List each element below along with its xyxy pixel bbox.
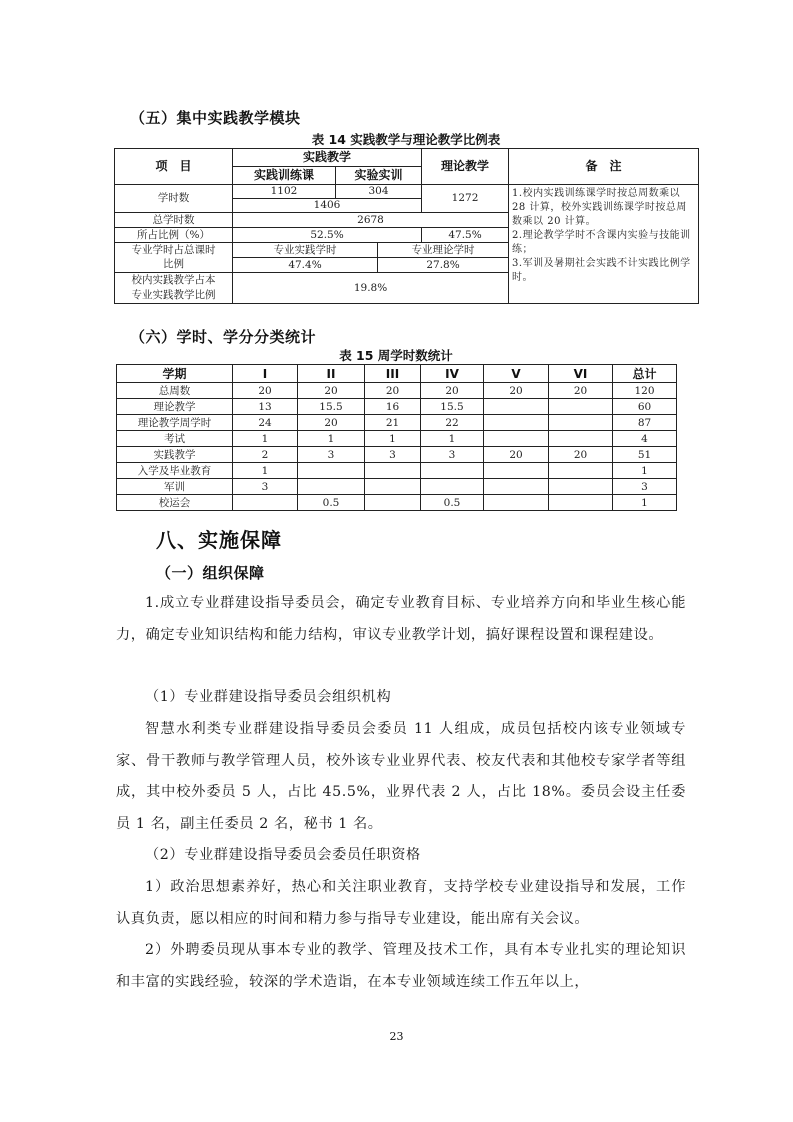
- table14-practice-theory-ratio: [114, 148, 699, 304]
- table15-cell: [484, 431, 549, 447]
- table15-row: [117, 479, 677, 495]
- table15-caption: 表 15 周学时数统计: [339, 348, 453, 363]
- table15-row-label: 考试: [117, 431, 233, 447]
- table15-header-cell: IV: [421, 365, 484, 383]
- table14-oncampus-label-line2: 专业实践教学比例: [131, 289, 216, 301]
- table15-row-label: 理论教学: [117, 399, 233, 415]
- table15-row: [117, 431, 677, 447]
- table15-cell: [484, 463, 549, 479]
- table15-cell: [549, 463, 613, 479]
- table15-cell: [484, 495, 549, 511]
- table14-oncampus-ratio: 19.8%: [233, 273, 509, 304]
- table14-header-theory: 理论教学: [422, 149, 509, 185]
- table15-cell: [298, 479, 365, 495]
- table14-caption: 表 14 实践教学与理论教学比例表: [311, 132, 501, 147]
- subsection-heading-organization: （一）组织保障: [156, 564, 265, 582]
- table15-header-cell: VI: [549, 365, 613, 383]
- table14-major-theory-ratio: 27.8%: [378, 258, 509, 273]
- table15-cell: 1: [613, 463, 677, 479]
- table14-oncampus-label: [115, 273, 233, 304]
- table15-cell: [233, 495, 298, 511]
- table15-header-cell: V: [484, 365, 549, 383]
- table14-practice-total-hours: 1406: [233, 199, 422, 213]
- table15-cell: 87: [613, 415, 677, 431]
- table15-cell: 1: [298, 431, 365, 447]
- table14-theory-hours: 1272: [422, 185, 509, 213]
- table14-major-practice-label: 专业实践学时: [233, 243, 378, 258]
- section-heading-5: （五）集中实践教学模块: [130, 109, 301, 127]
- table15-row-label: 理论教学周学时: [117, 415, 233, 431]
- table15-row: [117, 399, 677, 415]
- section-heading-6: （六）学时、学分分类统计: [130, 328, 317, 346]
- table15-cell: 51: [613, 447, 677, 463]
- table15-cell: [549, 399, 613, 415]
- table14-header-practice-training: 实践训练课: [233, 167, 336, 185]
- table15-cell: 20: [233, 383, 298, 399]
- page-number: 23: [389, 1030, 404, 1043]
- table15-cell: 20: [484, 383, 549, 399]
- table15-header-cell: III: [365, 365, 421, 383]
- table15-cell: 1: [613, 495, 677, 511]
- table15-cell: 120: [613, 383, 677, 399]
- table14-major-ratio-label-2: 比例: [115, 258, 233, 273]
- table15-cell: 3: [233, 479, 298, 495]
- table15-row-label: 入学及毕业教育: [117, 463, 233, 479]
- table15-cell: 13: [233, 399, 298, 415]
- table15-cell: 20: [549, 383, 613, 399]
- table15-cell: 3: [421, 447, 484, 463]
- table14-header-practice: 实践教学: [233, 149, 422, 167]
- table15-cell: 16: [365, 399, 421, 415]
- table15-cell: 3: [298, 447, 365, 463]
- table15-row-label: 总周数: [117, 383, 233, 399]
- table15-cell: [298, 463, 365, 479]
- table15-cell: 3: [613, 479, 677, 495]
- table15-cell: 20: [421, 383, 484, 399]
- table15-cell: 1: [233, 431, 298, 447]
- table14-total-label: 总学时数: [115, 213, 233, 228]
- paragraph-1: 1.成立专业群建设指导委员会，确定专业教育目标、专业培养方向和毕业生核心能力，确定专业知识结构和能力结构，审议专业教学计划，搞好课程设置和课程建设。: [116, 595, 686, 643]
- table15-header-cell: 学期: [117, 365, 233, 383]
- table15-cell: 15.5: [421, 399, 484, 415]
- table15-row-label: 实践教学: [117, 447, 233, 463]
- table14-major-theory-label: 专业理论学时: [378, 243, 509, 258]
- table15-cell: 2: [233, 447, 298, 463]
- table14-theory-ratio: 47.5%: [422, 228, 509, 243]
- table15-header-cell: I: [233, 365, 298, 383]
- table14-header-remark: 备 注: [509, 149, 699, 185]
- table15-cell: [549, 431, 613, 447]
- table15-cell: 20: [484, 447, 549, 463]
- table15-cell: 1: [233, 463, 298, 479]
- table15-cell: [365, 495, 421, 511]
- table15-weekly-hours: [116, 364, 677, 511]
- table14-hours-label: 学时数: [115, 185, 233, 213]
- table15-cell: 0.5: [298, 495, 365, 511]
- chapter-heading-8: 八、实施保障: [156, 528, 282, 552]
- table15-row-label: 校运会: [117, 495, 233, 511]
- table14-remark-text: 1.校内实践训练课学时按总周数乘以 28 计算，校外实践训练课学时按总周数乘以 20 计算。 2.理论教学学时不含课内实验与技能训练； 3.军训及暑期社会实践不计实践比例学时。: [509, 185, 699, 304]
- table15-header-cell: II: [298, 365, 365, 383]
- table15-body: [117, 383, 677, 511]
- table15-cell: [365, 463, 421, 479]
- table15-cell: [484, 479, 549, 495]
- paragraph-6: 2）外聘委员现从事本专业的教学、管理及技术工作，具有本专业扎实的理论知识和丰富的实践经验，较深的学术造诣，在本专业领域连续工作五年以上，: [116, 942, 686, 990]
- paragraph-2: （1）专业群建设指导委员会组织机构: [145, 689, 392, 705]
- table15-header-row: [117, 365, 677, 383]
- table15-cell: 15.5: [298, 399, 365, 415]
- table15-cell: 60: [613, 399, 677, 415]
- table15-cell: 20: [549, 447, 613, 463]
- table14-major-practice-ratio: 47.4%: [233, 258, 378, 273]
- table15-cell: [484, 415, 549, 431]
- table14-oncampus-label-line1: 校内实践教学占本: [131, 274, 216, 286]
- table15-cell: 4: [613, 431, 677, 447]
- table15-row: [117, 447, 677, 463]
- table14-lab-training-hours: 304: [336, 185, 422, 199]
- table15-row: [117, 495, 677, 511]
- table15-cell: 1: [421, 431, 484, 447]
- table14-practice-training-hours: 1102: [233, 185, 336, 199]
- paragraph-3: 智慧水利类专业群建设指导委员会委员 11 人组成，成员包括校内该专业领域专家、骨干教师与教学管理人员，校外该专业业界代表、校友代表和其他校专家学者等组成，其中校外委员 5 人，占比 45.5%，业界代表 2 人，占比 18%。委员会设主任委员 1 名，副主任委员 2 名，秘书 1 名。: [116, 721, 686, 832]
- paragraph-4: （2）专业群建设指导委员会委员任职资格: [145, 847, 421, 863]
- table15-row: [117, 463, 677, 479]
- table15-cell: 1: [365, 431, 421, 447]
- table15-header-cell: 总计: [613, 365, 677, 383]
- table15-cell: 22: [421, 415, 484, 431]
- table15-cell: 21: [365, 415, 421, 431]
- table15-cell: [549, 495, 613, 511]
- table15-row-label: 军训: [117, 479, 233, 495]
- table15-cell: [421, 479, 484, 495]
- table14-total-hours: 2678: [233, 213, 509, 228]
- table14-ratio-label: 所占比例（%）: [115, 228, 233, 243]
- table15-cell: 20: [365, 383, 421, 399]
- table15-row: [117, 383, 677, 399]
- table15-cell: [549, 415, 613, 431]
- table14-header-lab-training: 实验实训: [336, 167, 422, 185]
- table14-practice-ratio: 52.5%: [233, 228, 422, 243]
- table14-major-ratio-label-1: 专业学时占总课时: [115, 243, 233, 258]
- paragraph-5: 1）政治思想素养好，热心和关注职业教育，支持学校专业建设指导和发展，工作认真负责，愿以相应的时间和精力参与指导专业建设，能出席有关会议。: [116, 879, 686, 927]
- table15-cell: 20: [298, 415, 365, 431]
- table15-cell: 0.5: [421, 495, 484, 511]
- table15-row: [117, 415, 677, 431]
- table15-cell: [484, 399, 549, 415]
- table15-cell: [365, 479, 421, 495]
- table15-cell: [549, 479, 613, 495]
- table15-cell: [421, 463, 484, 479]
- table15-cell: 24: [233, 415, 298, 431]
- table15-cell: 20: [298, 383, 365, 399]
- table15-cell: 3: [365, 447, 421, 463]
- table14-header-item: 项 目: [115, 149, 233, 185]
